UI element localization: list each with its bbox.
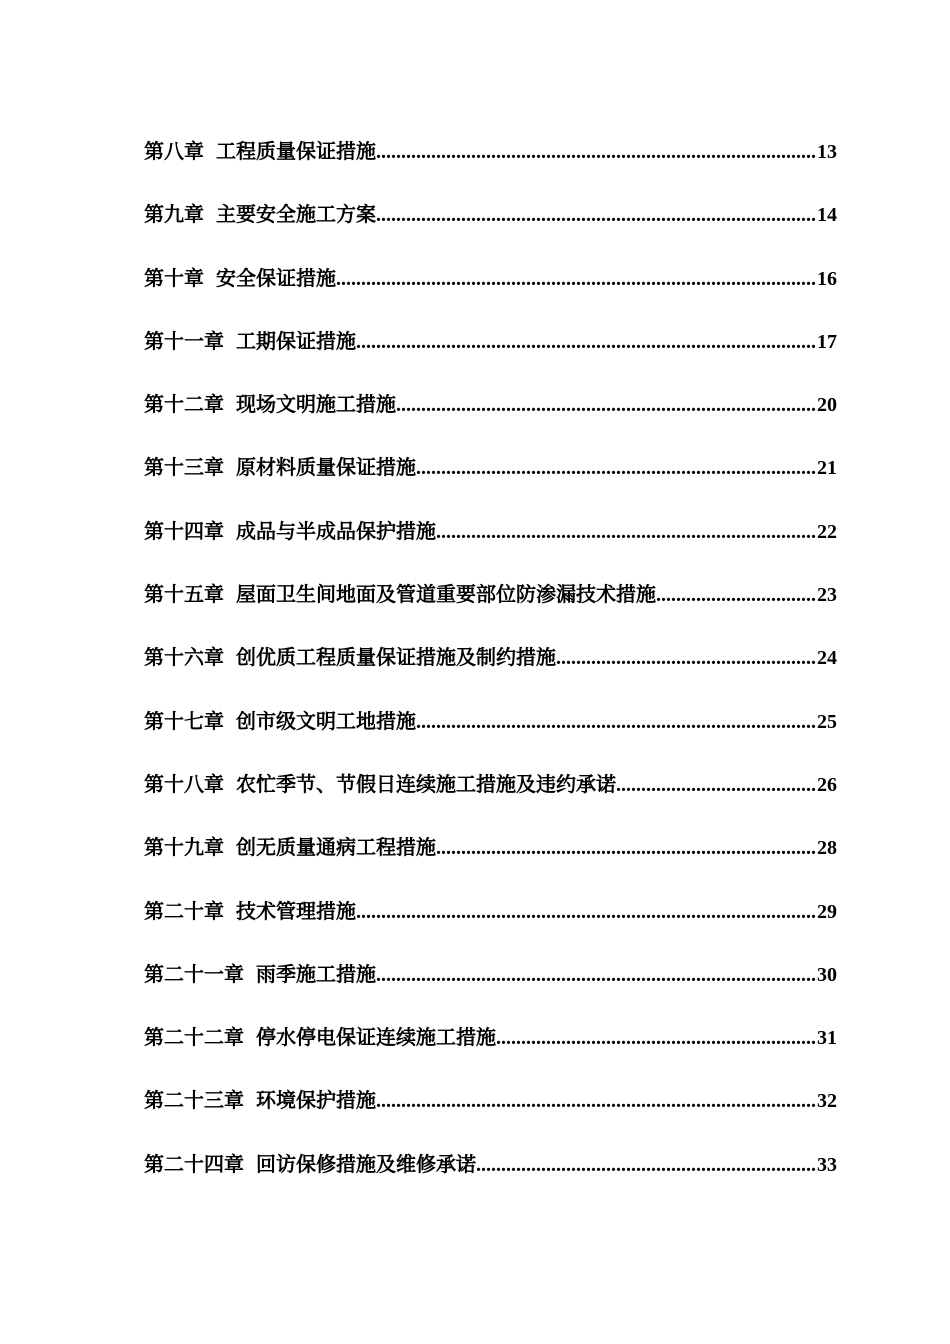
toc-entry[interactable] [144,326,837,389]
toc-entry[interactable] [144,452,837,515]
page-number: 26 [817,773,837,796]
chapter-title: 雨季施工措施 [256,961,376,986]
page-number: 32 [817,1090,837,1113]
dot-leader [476,1150,817,1180]
page-number: 25 [817,710,837,733]
table-of-contents [144,136,837,1212]
page-number: 31 [817,1027,837,1050]
dot-leader [556,643,817,673]
chapter-number: 第二十章 [144,898,224,923]
page-number: 17 [817,330,837,353]
chapter-number: 第九章 [144,202,204,227]
chapter-title: 屋面卫生间地面及管道重要部位防渗漏技术措施 [236,582,656,607]
chapter-title: 安全保证措施 [216,265,336,290]
chapter-number: 第十六章 [144,645,224,670]
chapter-title: 工期保证措施 [236,328,356,353]
chapter-number: 第十二章 [144,392,224,417]
toc-entry[interactable] [144,896,837,959]
page-number: 33 [817,1153,837,1176]
toc-entry[interactable] [144,832,837,895]
page-number: 21 [817,457,837,480]
chapter-number: 第十九章 [144,835,224,860]
dot-leader [656,580,817,610]
chapter-number: 第十三章 [144,455,224,480]
toc-entry[interactable] [144,769,837,832]
toc-entry[interactable] [144,642,837,705]
chapter-title: 创优质工程质量保证措施及制约措施 [236,645,556,670]
toc-entry[interactable] [144,1149,837,1212]
chapter-title: 主要安全施工方案 [216,202,376,227]
toc-entry[interactable] [144,706,837,769]
toc-entry[interactable] [144,516,837,579]
dot-leader [376,960,817,990]
dot-leader [436,517,817,547]
toc-entry[interactable] [144,579,837,642]
chapter-title: 停水停电保证连续施工措施 [256,1025,496,1050]
toc-entry[interactable] [144,389,837,452]
chapter-title: 成品与半成品保护措施 [236,518,436,543]
page-number: 22 [817,520,837,543]
page-number: 28 [817,837,837,860]
chapter-number: 第十五章 [144,582,224,607]
chapter-number: 第二十三章 [144,1088,244,1113]
toc-entry[interactable] [144,1022,837,1085]
chapter-number: 第二十二章 [144,1025,244,1050]
chapter-title: 原材料质量保证措施 [236,455,416,480]
toc-entry[interactable] [144,1085,837,1148]
chapter-number: 第十八章 [144,771,224,796]
page-number: 16 [817,267,837,290]
dot-leader [436,833,817,863]
page-number: 29 [817,900,837,923]
chapter-number: 第十一章 [144,328,224,353]
dot-leader [616,770,817,800]
toc-entry[interactable] [144,136,837,199]
chapter-number: 第十章 [144,265,204,290]
page-number: 24 [817,647,837,670]
chapter-number: 第十七章 [144,708,224,733]
chapter-title: 农忙季节、节假日连续施工措施及违约承诺 [236,771,616,796]
page-number: 30 [817,963,837,986]
dot-leader [376,137,817,167]
chapter-title: 工程质量保证措施 [216,139,376,163]
dot-leader [396,390,817,420]
dot-leader [376,200,817,230]
chapter-number: 第二十四章 [144,1151,244,1176]
page-number: 13 [817,141,837,163]
chapter-title: 回访保修措施及维修承诺 [256,1151,476,1176]
toc-entry[interactable] [144,199,837,262]
page-number: 14 [817,204,837,227]
chapter-title: 技术管理措施 [236,898,356,923]
chapter-number: 第十四章 [144,518,224,543]
page-number: 20 [817,394,837,417]
chapter-title: 创市级文明工地措施 [236,708,416,733]
dot-leader [376,1086,817,1116]
dot-leader [356,897,817,927]
chapter-title: 创无质量通病工程措施 [236,835,436,860]
page-number: 23 [817,584,837,607]
chapter-number: 第八章 [144,139,204,163]
chapter-title: 现场文明施工措施 [236,392,396,417]
chapter-title: 环境保护措施 [256,1088,376,1113]
dot-leader [416,453,817,483]
chapter-number: 第二十一章 [144,961,244,986]
dot-leader [416,707,817,737]
dot-leader [496,1023,817,1053]
dot-leader [336,264,817,294]
toc-entry[interactable] [144,263,837,326]
toc-entry[interactable] [144,959,837,1022]
dot-leader [356,327,817,357]
